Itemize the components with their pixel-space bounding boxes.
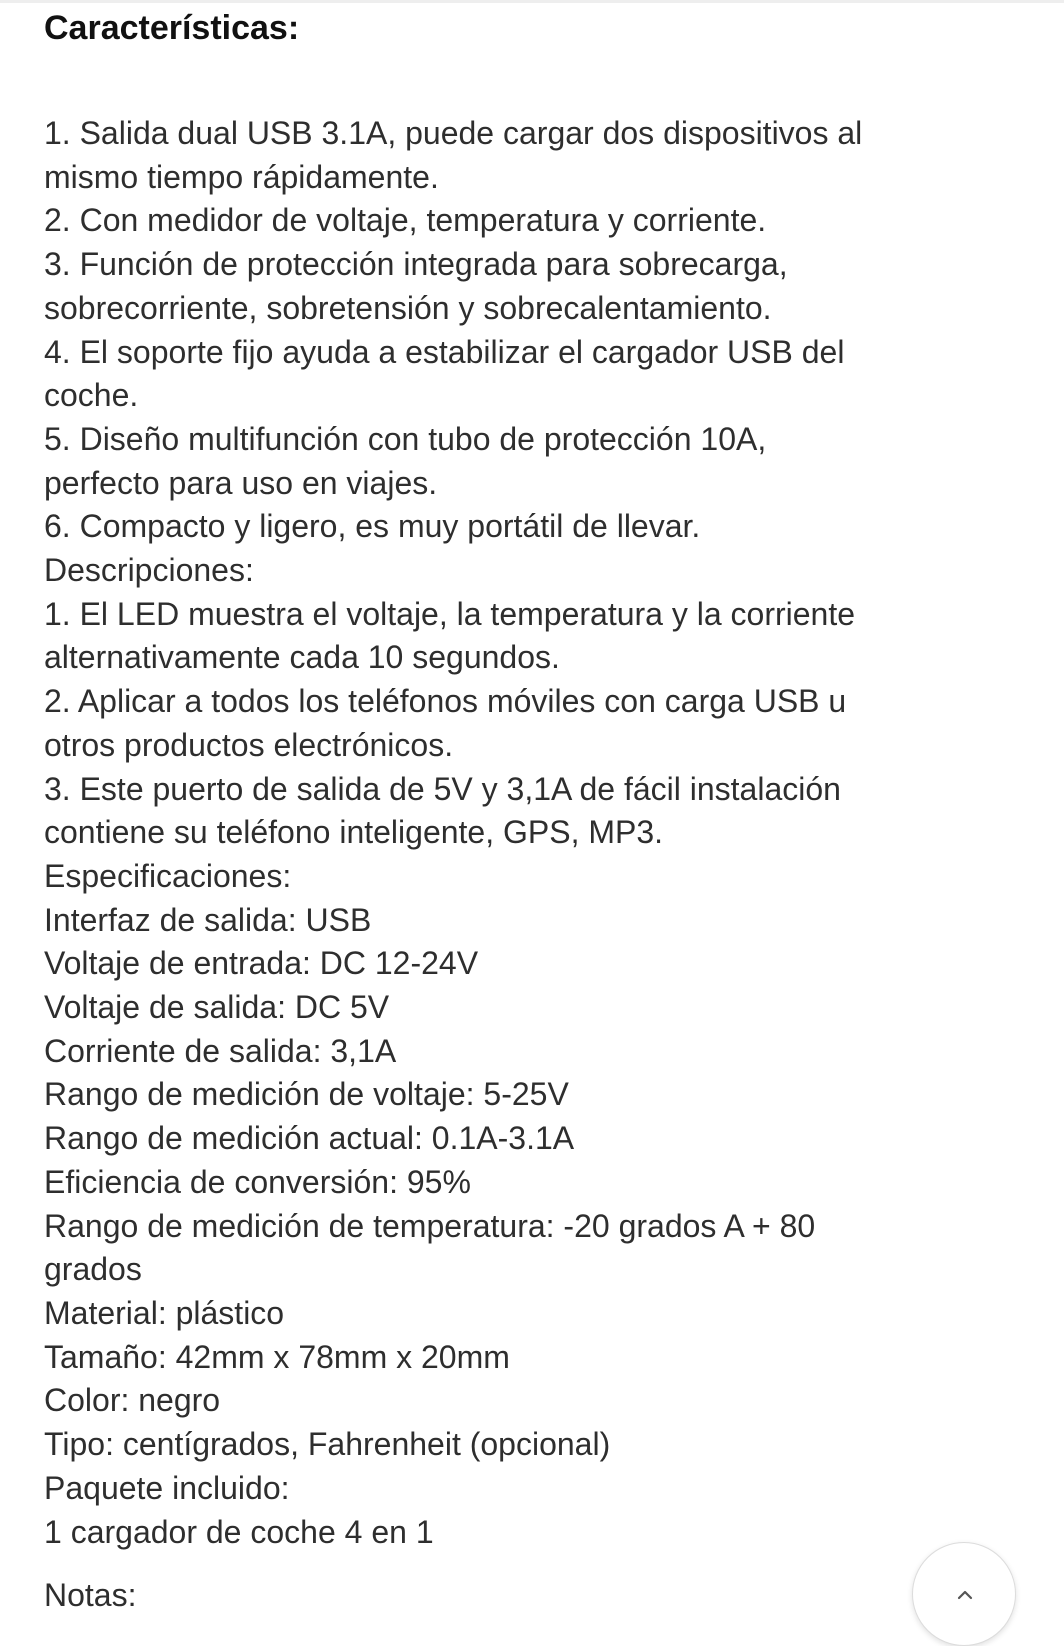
description-line: otros productos electrónicos. (44, 726, 454, 763)
spec-line: Rango de medición actual: 0.1A-3.1A (44, 1120, 575, 1157)
description-line: 2. Aplicar a todos los teléfonos móviles con carga USB u (44, 683, 847, 720)
feature-line: 3. Función de protección integrada para sobrecarga, (44, 246, 788, 283)
descriptions-heading: Descripciones: (44, 552, 254, 589)
feature-line: sobrecorriente, sobretensión y sobrecalentamiento. (44, 289, 772, 326)
top-divider (0, 0, 1064, 3)
spec-line: Voltaje de entrada: DC 12-24V (44, 945, 479, 982)
feature-line: 2. Con medidor de voltaje, temperatura y corriente. (44, 202, 767, 239)
feature-line: 6. Compacto y ligero, es muy portátil de llevar. (44, 508, 701, 545)
spec-line: grados (44, 1251, 142, 1288)
spec-line: Interfaz de salida: USB (44, 901, 372, 938)
feature-line: 5. Diseño multifunción con tubo de protección 10A, (44, 420, 767, 457)
product-description (44, 112, 1034, 1554)
spec-line: Tamaño: 42mm x 78mm x 20mm (44, 1338, 510, 1375)
package-heading: Paquete incluido: (44, 1469, 290, 1506)
feature-line: 1. Salida dual USB 3.1A, puede cargar dos dispositivos al (44, 115, 863, 151)
spec-line: Tipo: centígrados, Fahrenheit (opcional) (44, 1426, 611, 1463)
feature-line: 4. El soporte fijo ayuda a estabilizar el cargador USB del (44, 333, 845, 370)
chevron-up-icon (955, 1585, 975, 1605)
feature-line: mismo tiempo rápidamente. (44, 158, 439, 195)
page-title: Características: (44, 9, 300, 47)
description-line: 3. Este puerto de salida de 5V y 3,1A de fácil instalación (44, 770, 841, 807)
package-line: 1 cargador de coche 4 en 1 (44, 1513, 434, 1550)
spec-line: Rango de medición de temperatura: -20 grados A + 80 (44, 1207, 816, 1244)
description-line: contiene su teléfono inteligente, GPS, MP3. (44, 814, 664, 851)
notes-heading: Notas: (44, 1577, 137, 1613)
spec-line: Corriente de salida: 3,1A (44, 1032, 397, 1069)
description-line: alternativamente cada 10 segundos. (44, 639, 560, 676)
description-line: 1. El LED muestra el voltaje, la temperatura y la corriente (44, 595, 856, 632)
spec-line: Color: negro (44, 1382, 221, 1419)
spec-line: Voltaje de salida: DC 5V (44, 989, 390, 1026)
spec-line: Rango de medición de voltaje: 5-25V (44, 1076, 569, 1113)
spec-line: Eficiencia de conversión: 95% (44, 1163, 471, 1200)
spec-line: Material: plástico (44, 1294, 285, 1331)
scroll-to-top-button[interactable] (912, 1542, 1016, 1646)
specifications-heading: Especificaciones: (44, 857, 292, 894)
feature-line: coche. (44, 377, 139, 414)
feature-line: perfecto para uso en viajes. (44, 464, 438, 501)
